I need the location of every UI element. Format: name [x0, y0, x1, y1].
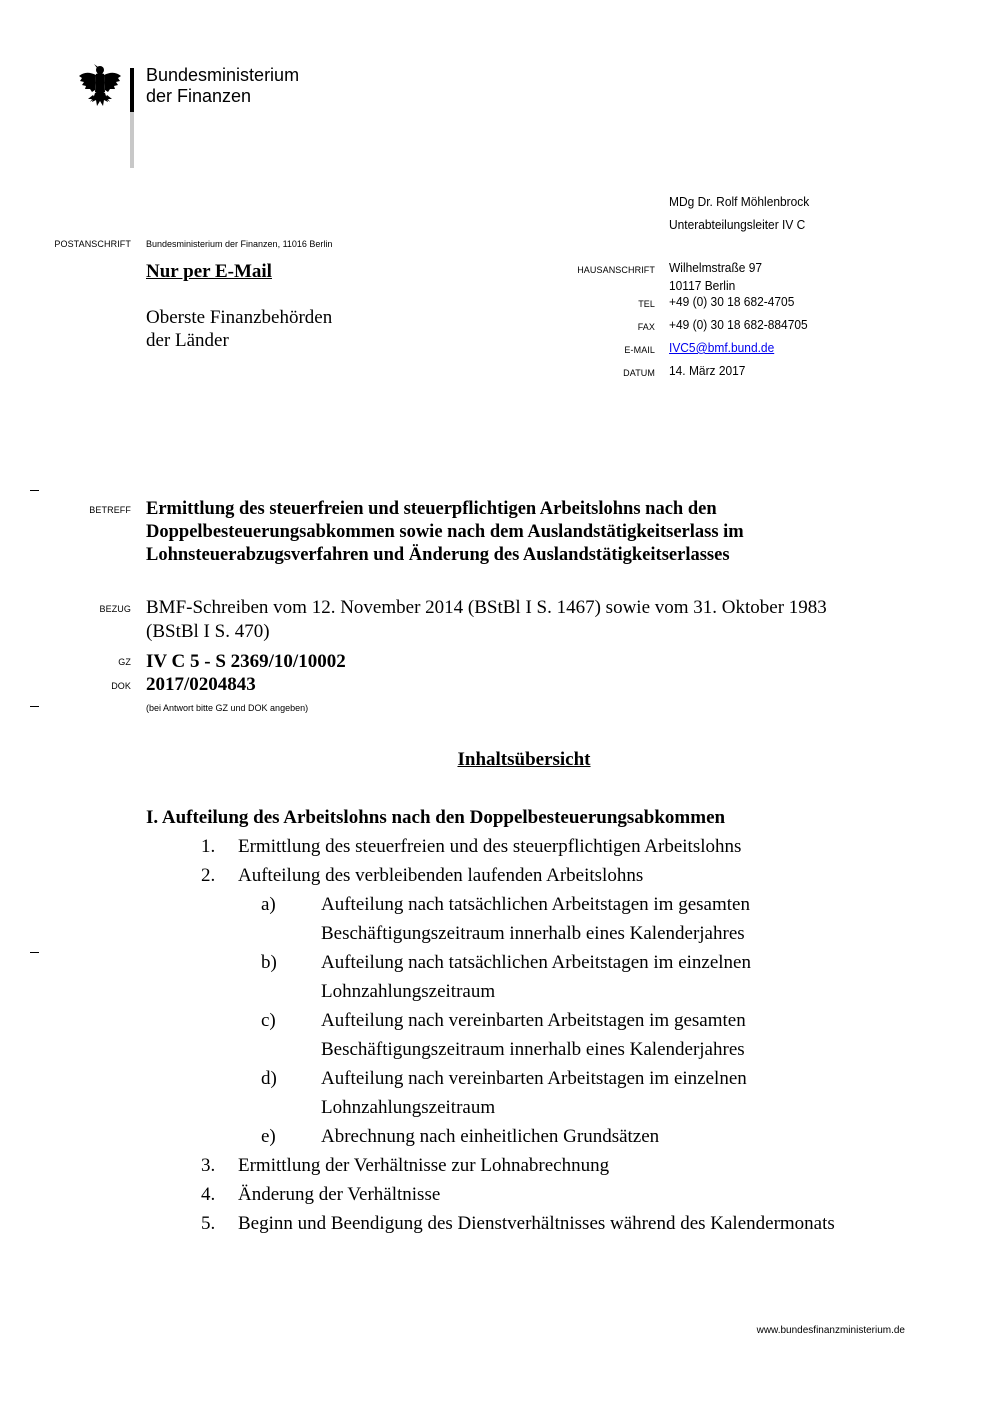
fold-mark: [30, 490, 39, 491]
toc-subitem-text: Aufteilung nach tatsächlichen Arbeitstagen im gesamten: [321, 894, 750, 915]
bezug-label: BEZUG: [99, 604, 131, 614]
toc-subitem-text-cont: Lohnzahlungszeitraum: [321, 981, 496, 1002]
tel-value: +49 (0) 30 18 682-4705: [669, 294, 795, 309]
logo-name-line2: der Finanzen: [146, 86, 252, 106]
toc-subitem-text-cont: Beschäftigungszeitraum innerhalb eines Kalenderjahres: [321, 1039, 745, 1060]
toc-subitem-text-cont: Beschäftigungszeitraum innerhalb eines Kalenderjahres: [321, 923, 745, 944]
toc-item-text: Ermittlung des steuerfreien und des steuerpflichtigen Arbeitslohns: [238, 836, 742, 857]
subject-text: Ermittlung des steuerfreien und steuerpflichtigen Arbeitslohns nach den Doppelbesteuerungsabkommen sowie nach dem Auslandstätigkeitserlass im Lohnsteuerabzugsverfahren und Änderung des Auslandstätigkeitserlasses: [146, 499, 744, 565]
betreff-label: BETREFF: [89, 505, 131, 515]
toc-subitem-text: Aufteilung nach vereinbarten Arbeitstagen im gesamten: [321, 1010, 746, 1031]
toc-item-text: Beginn und Beendigung des Dienstverhältnisses während des Kalendermonats: [238, 1213, 835, 1234]
toc-item-text: Aufteilung des verbleibenden laufenden Arbeitslohns: [238, 865, 644, 886]
tel-label: TEL: [638, 299, 655, 309]
toc-item-text: Ermittlung der Verhältnisse zur Lohnabrechnung: [238, 1155, 610, 1176]
footer-url[interactable]: www.bundesfinanzministerium.de: [756, 1325, 905, 1336]
hausanschrift-label: HAUSANSCHRIFT: [577, 265, 655, 275]
logo-bar-extension: [130, 112, 134, 168]
reference-text: BMF-Schreiben vom 12. November 2014 (BStBl I S. 1467) sowie vom 31. Oktober 1983 (BStBl I S. 470): [146, 597, 827, 642]
postanschrift-value: Bundesministerium der Finanzen, 11016 Berlin: [146, 239, 333, 249]
toc-subitem-letter: c): [261, 1010, 276, 1031]
street-address: Wilhelmstraße 97: [669, 260, 763, 275]
federal-eagle-icon: [78, 62, 122, 108]
toc-section-heading: I. Aufteilung des Arbeitslohns nach den Doppelbesteuerungsabkommen: [146, 807, 726, 828]
toc-subitem-letter: e): [261, 1126, 276, 1147]
toc-subitem-text: Aufteilung nach tatsächlichen Arbeitstagen im einzelnen: [321, 952, 751, 973]
fold-mark: [30, 706, 39, 707]
reply-hint: (bei Antwort bitte GZ und DOK angeben): [146, 703, 309, 713]
gz-label: GZ: [118, 657, 131, 667]
toc-item-number: 5.: [201, 1213, 216, 1234]
toc-subitem-text-cont: Lohnzahlungszeitraum: [321, 1097, 496, 1118]
fold-mark: [30, 952, 39, 953]
toc-subitem-letter: b): [261, 952, 277, 973]
recipient-line1: Oberste Finanzbehörden: [146, 307, 333, 328]
toc-item-number: 1.: [201, 836, 216, 857]
toc-title: Inhaltsübersicht: [457, 749, 591, 770]
toc-item-number: 4.: [201, 1184, 216, 1205]
fax-value: +49 (0) 30 18 682-884705: [669, 317, 808, 332]
delivery-mode: Nur per E-Mail: [146, 261, 272, 282]
gz-value: IV C 5 - S 2369/10/10002: [146, 651, 346, 672]
toc-subitem-text: Aufteilung nach vereinbarten Arbeitstagen im einzelnen: [321, 1068, 747, 1089]
toc-subitem-text: Abrechnung nach einheitlichen Grundsätzen: [321, 1126, 660, 1147]
toc-item-text: Änderung der Verhältnisse: [238, 1184, 441, 1205]
toc-subitem-letter: d): [261, 1068, 277, 1089]
datum-label: DATUM: [623, 368, 655, 378]
recipient-line2: der Länder: [146, 330, 229, 351]
city-address: 10117 Berlin: [669, 278, 736, 293]
toc-subitem-letter: a): [261, 894, 276, 915]
email-link[interactable]: IVC5@bmf.bund.de: [669, 340, 775, 355]
email-label: E-MAIL: [624, 345, 655, 355]
fax-label: FAX: [637, 322, 655, 332]
logo-bar: [130, 68, 134, 112]
datum-value: 14. März 2017: [669, 363, 746, 378]
sender-name: MDg Dr. Rolf Möhlenbrock: [669, 194, 810, 209]
toc-item-number: 3.: [201, 1155, 216, 1176]
postanschrift-label: POSTANSCHRIFT: [54, 239, 131, 249]
toc-item-number: 2.: [201, 865, 216, 886]
dok-label: DOK: [111, 681, 131, 691]
dok-value: 2017/0204843: [146, 674, 256, 695]
sender-title: Unterabteilungsleiter IV C: [669, 217, 806, 232]
logo-name-line1: Bundesministerium: [146, 65, 300, 85]
